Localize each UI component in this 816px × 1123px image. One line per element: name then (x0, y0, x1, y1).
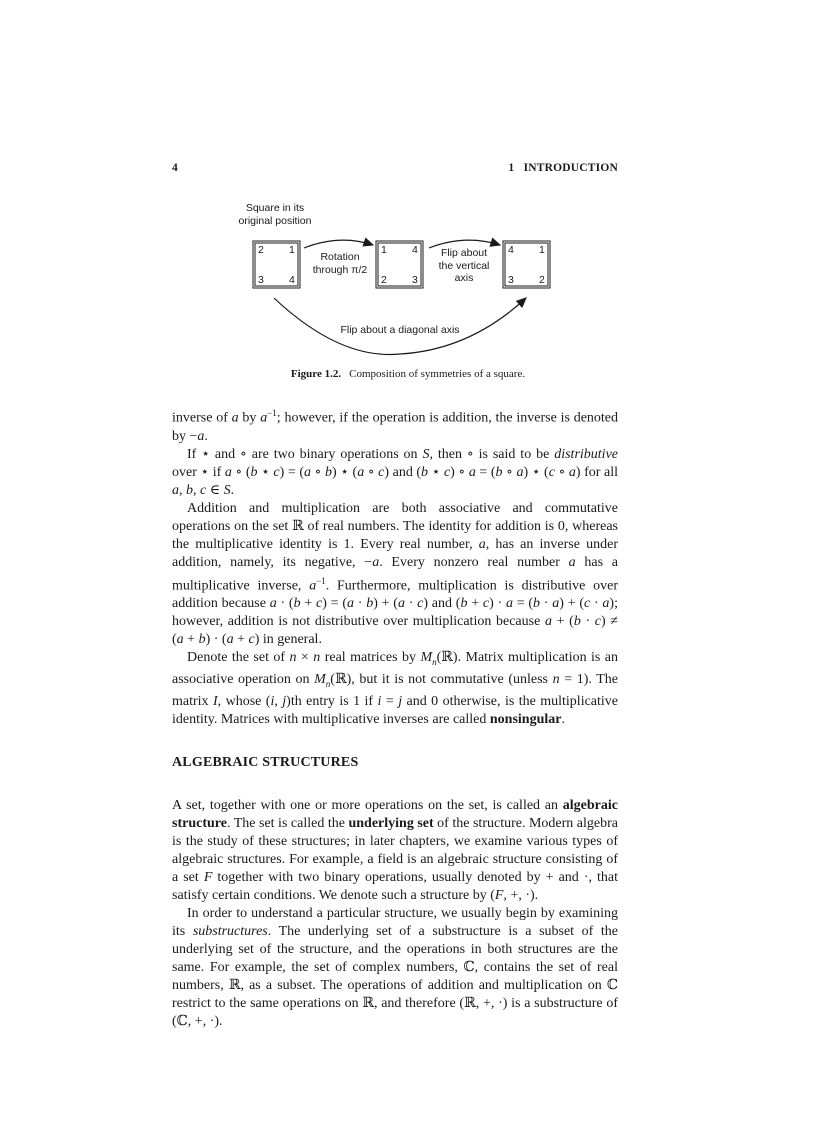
body-text (172, 404, 618, 1031)
corner-label: 4 (508, 244, 514, 256)
caption-text: Composition of symmetries of a square. (349, 368, 526, 380)
corner-label: 1 (539, 244, 545, 256)
paragraph: If ⋆ and ∘ are two binary operations on S, then ∘ is said to be distributive over ⋆ if a ∘ (b ⋆ c) = (a ∘ b) ⋆ (a ∘ c) and (b ⋆ c) ∘ a = (b ∘ a) ⋆ (c ∘ a) for all a, b, c ∈ S. (172, 446, 619, 498)
corner-label: 3 (508, 274, 514, 286)
corner-label: 2 (381, 274, 387, 286)
page-number: 4 (172, 162, 178, 174)
label-rotation: Rotation through π/2 (312, 251, 368, 276)
corner-label: 4 (412, 244, 418, 256)
label-flip-vertical: Flip about the vertical axis (438, 247, 490, 284)
arrow-rotation (304, 240, 373, 248)
running-head: 1 INTRODUCTION (508, 162, 618, 174)
figure-diagram (0, 190, 816, 390)
paragraph: A set, together with one or more operations on the set, is called an algebraic structure. The set is called the underlying set of the structure. Modern algebra is the study of these structures; in later chapters, we examine various types of algebraic structures. For example, a field is an algebraic structure consisting of a set F together with two binary operations, usually denoted by + and ·, that satisfy certain conditions. We denote such a structure by (F, +, ·). (172, 797, 618, 903)
corner-label: 4 (289, 274, 295, 286)
corner-label: 2 (539, 274, 545, 286)
figure-caption (0, 368, 816, 380)
paragraph: In order to understand a particular structure, we usually begin by examining its substructures. The underlying set of a substructure is a subset of the underlying set of the structure, and the operations in both structures are the same. For example, the set of complex numbers, ℂ, contains the set of real numbers, ℝ, as a subset. The operations of addition and multiplication on ℂ restrict to the same operations on ℝ, and therefore (ℝ, +, ·) is a substructure of (ℂ, +, ·). (172, 905, 618, 1029)
caption-label: Figure 1.2. (290, 368, 342, 380)
section-title: ALGEBRAIC STRUCTURES (172, 754, 359, 770)
corner-label: 1 (381, 244, 387, 256)
corner-label: 3 (258, 274, 264, 286)
corner-label: 1 (289, 244, 295, 256)
paragraph: inverse of a by $a^{-1}$; however, if the operation is addition, the inverse is denoted by −a. (172, 408, 619, 444)
paragraph: Denote the set of n × n real matrices by $M_n(ℝ)$. Matrix multiplication is an associative operation on $M_n(ℝ)$, but it is not commutative (unless n = 1). The matrix I, whose (i, j)th entry is 1 if i = j and 0 otherwise, is the multiplicative identity. Matrices with multiplicative inverses are called nonsingular. (172, 650, 619, 727)
corner-label: 2 (258, 244, 264, 256)
label-original-position: Square in its original position (238, 202, 312, 227)
label-flip-diagonal: Flip about a diagonal axis (340, 324, 460, 336)
corner-label: 3 (412, 274, 418, 286)
paragraph: Addition and multiplication are both associative and commutative operations on the set ℝ of real numbers. The identity for addition is 0, whereas the multiplicative identity is 1. Every real number, a, has an inverse under addition, namely, its negative, −a. Every nonzero real number a has a multiplicative inverse, $a^{-1}$. Furthermore, multiplication is distributive over addition because a · (b + c) = (a · b) + (a · c) and (b + c) · a = (b · a) + (c · a); however, addition is not distributive over multiplication because a + (b · c) ≠ (a + b) · (a + c) in general. (172, 500, 619, 648)
figure-square-symmetries (0, 190, 816, 390)
